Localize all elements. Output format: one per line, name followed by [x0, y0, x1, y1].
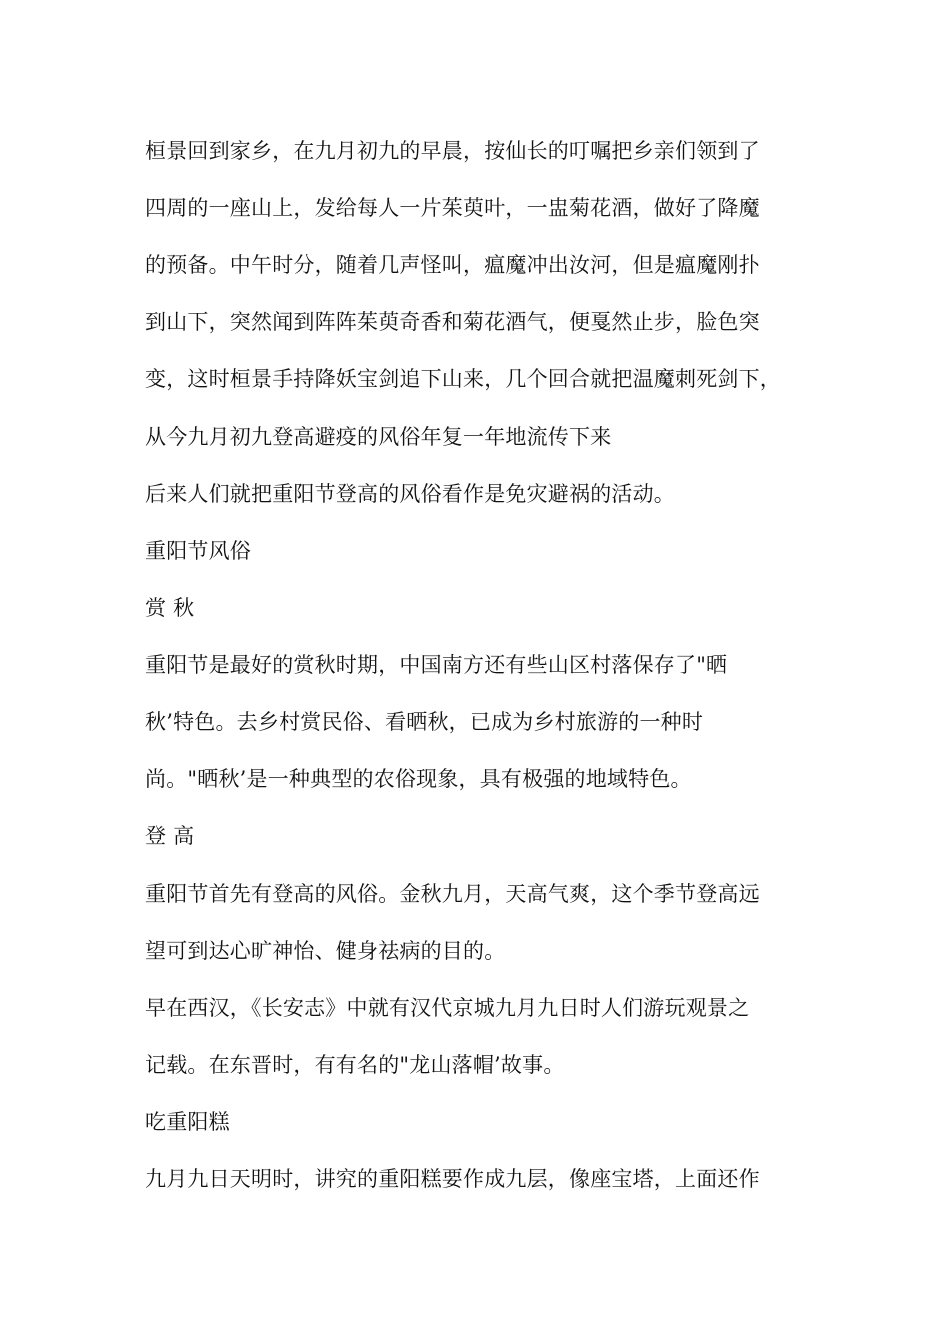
paragraph-climbing-line: 望可到达心旷神怡、健身祛病的目的。: [145, 939, 506, 963]
paragraph-autumn-line: 重阳节是最好的赏秋时期，中国南方还有些山区村落保存了"晒: [145, 653, 728, 677]
paragraph-legend-line: 的预备。中午时分，随着几声怪叫，瘟魔冲出汝河，但是瘟魔刚扑: [145, 253, 760, 277]
subsection-heading: 登 高: [145, 824, 195, 848]
paragraph-legend-line: 四周的一座山上，发给每人一片茱萸叶，一盅菊花酒，做好了降魔: [145, 196, 760, 220]
paragraph-legend-line: 变，这时桓景手持降妖宝剑追下山来，几个回合就把温魔刺死剑下，: [145, 367, 781, 391]
paragraph-cake-line: 九月九日天明时，讲究的重阳糕要作成九层，像座宝塔，上面还作: [145, 1167, 760, 1191]
paragraph-history-line: 记载。在东晋时，有有名的"龙山落帽’故事。: [145, 1053, 565, 1077]
paragraph-history-line: 早在西汉，《长安志》中就有汉代京城九月九日时人们游玩观景之: [145, 996, 750, 1020]
paragraph-legend-line: 到山下，突然闻到阵阵茱萸奇香和菊花酒气，便戛然止步，脸色突: [145, 310, 760, 334]
paragraph-legend-line: 从今九月初九登高避疫的风俗年复一年地流传下来: [145, 425, 612, 449]
section-heading: 重阳节风俗: [145, 539, 251, 563]
paragraph-summary-line: 后来人们就把重阳节登高的风俗看作是免灾避祸的活动。: [145, 482, 675, 506]
subsection-heading: 赏 秋: [145, 596, 195, 620]
paragraph-autumn-line: 尚。"晒秋’是一种典型的农俗现象，具有极强的地域特色。: [145, 767, 692, 791]
paragraph-climbing-line: 重阳节首先有登高的风俗。金秋九月，天高气爽，这个季节登高远: [145, 882, 760, 906]
subsection-heading: 吃重阳糕: [145, 1110, 230, 1134]
paragraph-autumn-line: 秋’特色。去乡村赏民俗、看晒秋，已成为乡村旅游的一种时: [145, 710, 704, 734]
paragraph-legend-line: 桓景回到家乡，在九月初九的早晨，按仙长的叮嘱把乡亲们领到了: [145, 139, 760, 163]
